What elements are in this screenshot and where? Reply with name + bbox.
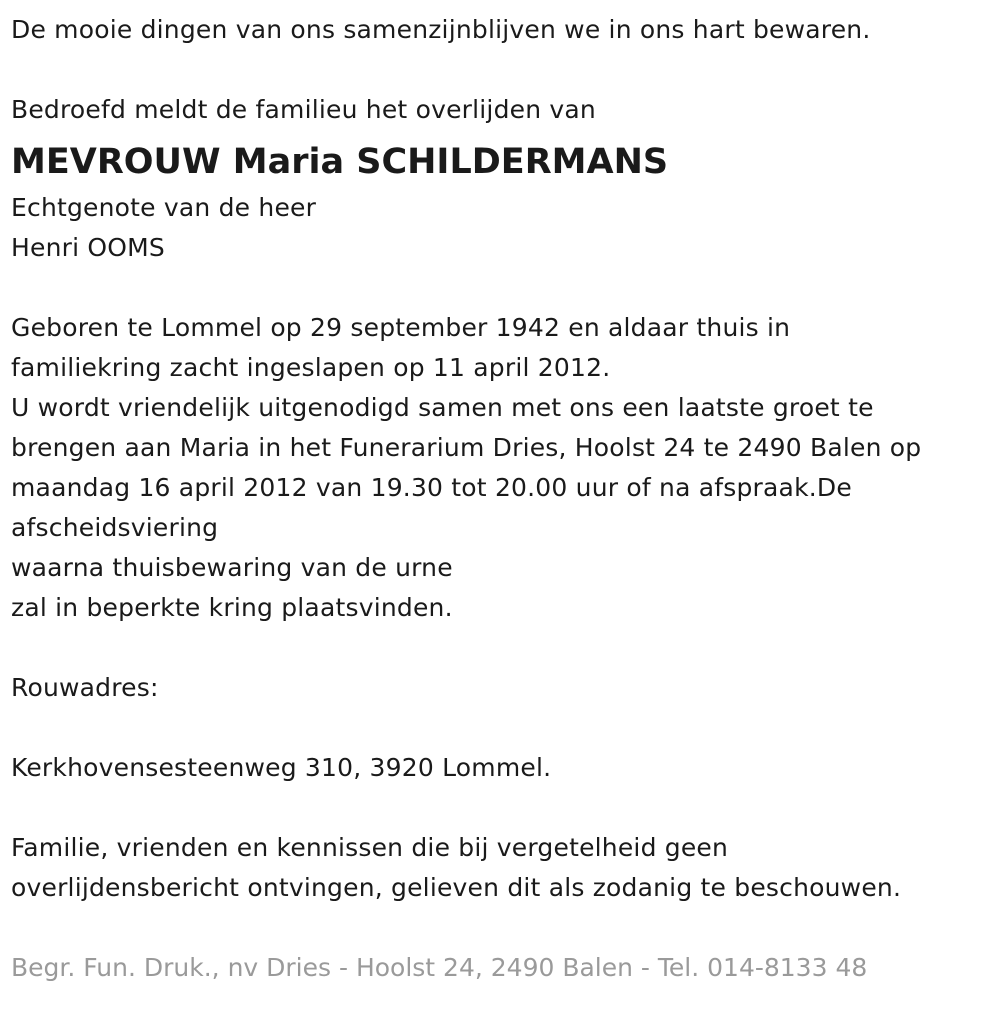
deceased-name: MEVROUW Maria SCHILDERMANS: [11, 142, 669, 182]
spouse-line: Echtgenote van de heer: [11, 193, 317, 222]
closing-line: Familie, vrienden en kennissen die bij vergetelheid geen: [11, 833, 729, 862]
body-line: zal in beperkte kring plaatsvinden.: [11, 593, 453, 622]
mourning-address: Kerkhovensesteenweg 310, 3920 Lommel.: [11, 753, 552, 782]
closing-note: [11, 828, 1000, 908]
body-line: Geboren te Lommel op 29 september 1942 en aldaar thuis in: [11, 313, 791, 342]
body-line: familiekring zacht ingeslapen op 11 april 2012.: [11, 353, 611, 382]
closing-line: overlijdensbericht ontvingen, gelieven dit als zodanig te beschouwen.: [11, 873, 902, 902]
printer-footer: Begr. Fun. Druk., nv Dries - Hoolst 24, 2490 Balen - Tel. 014-8133 48: [11, 953, 868, 982]
spouse-name: Henri OOMS: [11, 233, 165, 262]
spacer: [11, 268, 1000, 308]
body-line: afscheidsviering: [11, 513, 219, 542]
spacer: [11, 50, 1000, 90]
opening-quote: De mooie dingen van ons samenzijnblijven we in ons hart bewaren.: [11, 15, 871, 44]
body-line: maandag 16 april 2012 van 19.30 tot 20.00 uur of na afspraak.De: [11, 473, 852, 502]
spacer: [11, 708, 1000, 748]
spacer: [11, 908, 1000, 948]
spacer: [11, 788, 1000, 828]
body-line: waarna thuisbewaring van de urne: [11, 553, 453, 582]
notice-body: [11, 308, 1000, 628]
spacer: [11, 628, 1000, 668]
body-line: brengen aan Maria in het Funerarium Dries, Hoolst 24 te 2490 Balen op: [11, 433, 922, 462]
announcement-text: Bedroefd meldt de familieu het overlijden van: [11, 95, 596, 124]
mourning-address-label: Rouwadres:: [11, 673, 159, 702]
body-line: U wordt vriendelijk uitgenodigd samen met ons een laatste groet te: [11, 393, 874, 422]
